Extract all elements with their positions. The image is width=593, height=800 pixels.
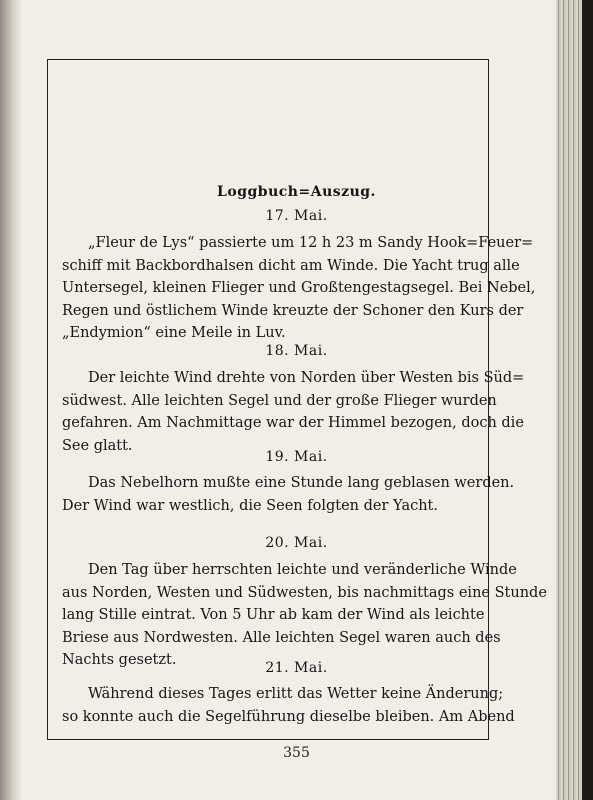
text-line: Briese aus Nordwesten. Alle leichten Segel waren auch des: [62, 629, 501, 646]
text-line: Regen und östlichem Winde kreuzte der Schoner den Kurs der: [62, 302, 524, 319]
text-line: „Endymion“ eine Meile in Luv.: [62, 325, 286, 341]
text-line: südwest. Alle leichten Segel und der große Flieger wurden: [62, 392, 497, 409]
entry-text: [62, 472, 515, 517]
text-line: „Fleur de Lys“ passierte um 12 h 23 m Sandy Hook=Feuer=: [88, 235, 534, 251]
page-gutter: [0, 0, 22, 800]
entry-date: 17. Mai.: [265, 208, 328, 224]
entry-text: [62, 683, 515, 728]
text-line: See glatt.: [62, 437, 133, 454]
text-line: Der leichte Wind drehte von Norden über Westen bis Süd=: [88, 370, 525, 386]
text-line: gefahren. Am Nachmittage war der Himmel bezogen, doch die: [62, 415, 524, 431]
text-line: Der Wind war westlich, die Seen folgten der Yacht.: [62, 497, 438, 514]
text-line: Während dieses Tages erlitt das Wetter keine Änderung;: [88, 686, 504, 702]
text-line: lang Stille eintrat. Von 5 Uhr ab kam der Wind als leichte: [62, 607, 485, 623]
entry-text: [62, 367, 525, 457]
entry-text: [62, 232, 536, 345]
book-spine: [582, 0, 593, 800]
entry-date: 21. Mai.: [265, 660, 328, 676]
text-line: Das Nebelhorn mußte eine Stunde lang geblasen werden.: [88, 475, 515, 491]
text-line: schiff mit Backbordhalsen dicht am Winde. Die Yacht trug alle: [62, 257, 520, 274]
page-title: Loggbuch=Auszug.: [217, 184, 376, 200]
entry-text: [62, 559, 547, 672]
text-line: aus Norden, Westen und Südwesten, bis nachmittags eine Stunde: [62, 584, 547, 601]
text-line: Untersegel, kleinen Flieger und Großtengestagsegel. Bei Nebel,: [62, 280, 536, 296]
entry-date: 19. Mai.: [265, 449, 328, 465]
text-line: so konnte auch die Segelführung dieselbe bleiben. Am Abend: [62, 708, 515, 725]
text-line: Den Tag über herrschten leichte und veränderliche Winde: [88, 562, 517, 578]
page-number: 355: [283, 745, 310, 761]
text-line: Nachts gesetzt.: [62, 652, 177, 668]
entry-date: 20. Mai.: [265, 535, 328, 551]
entry-date: 18. Mai.: [265, 343, 328, 359]
